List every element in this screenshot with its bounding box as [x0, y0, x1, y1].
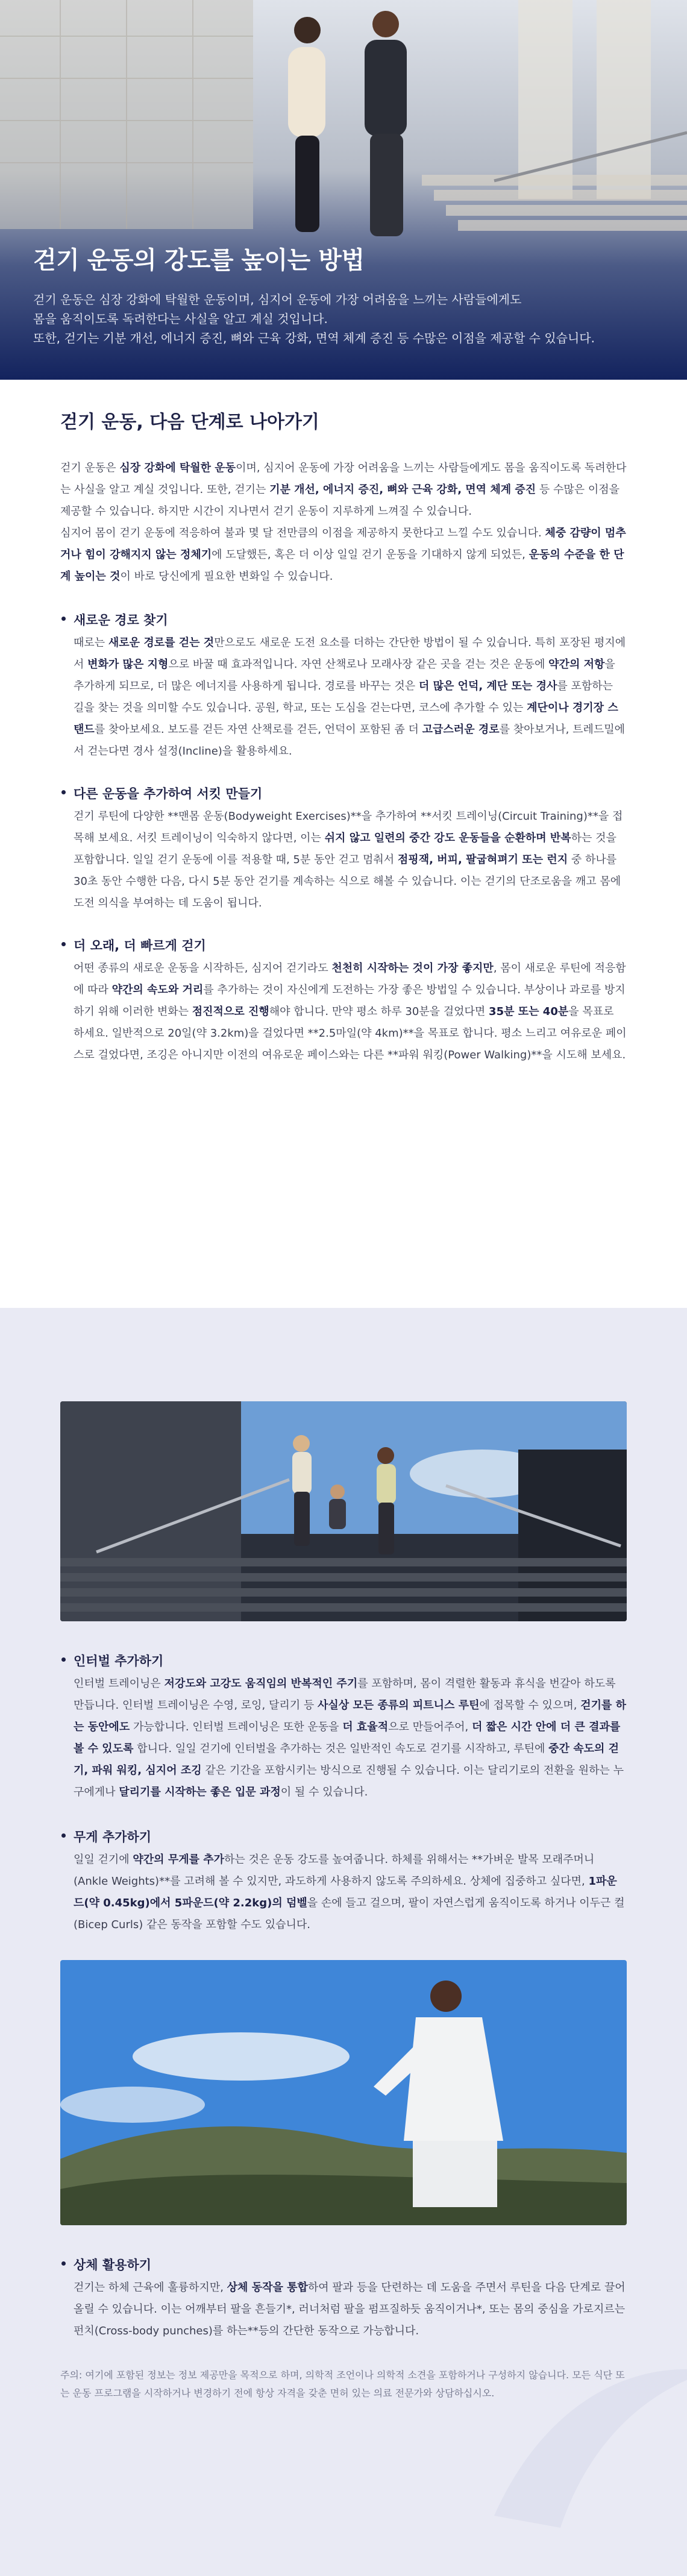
intro-paragraph-1: 걷기 운동은 심장 강화에 탁월한 운동이며, 심지어 운동에 가장 어려움을 느끼는 사람들에게도 몸을 움직이도록 독려한다는 사실을 알고 계실 것입니다. 또한, 걷기는 기분 개선, 에너지 증진, 뼈와 근육 강화, 면역 체계 증진 등 수많은 이점을 제공할 수 있습니다. 하지만 시간이 지나면서 걷기 운동이 지루하게 느껴질 수 있습니다. — [60, 462, 627, 518]
list-item — [60, 2255, 627, 2342]
list-item — [60, 611, 627, 762]
more-tips-section — [0, 1308, 687, 2576]
hero-desc-line-3: 또한, 걷기는 기분 개선, 에너지 증진, 뼈와 근육 강화, 면역 체계 증진 등 수많은 이점을 제공할 수 있습니다. — [33, 331, 595, 345]
tip-title: 더 오래, 더 빠르게 걷기 — [60, 936, 627, 954]
list-item — [60, 784, 627, 914]
tip-title: 상체 활용하기 — [60, 2255, 627, 2273]
tip-title: 새로운 경로 찾기 — [60, 611, 627, 629]
hero-description — [33, 290, 660, 348]
hero-banner — [0, 0, 687, 380]
list-item — [60, 936, 627, 1066]
tip-body: 인터벌 트레이닝은 저강도와 고강도 움직임의 반복적인 주기를 포함하며, 몸이 격렬한 활동과 휴식을 번갈아 하도록 만듭니다. 인터벌 트레이닝은 수영, 로잉, 달리기 등 사실상 모든 종류의 피트니스 루틴에 접목할 수 있으며, 걷기를 하는 동안에도 가능합니다. 인터벌 트레이닝은 또한 운동을 더 효율적으로 만들어주어, 더 짧은 시간 안에 더 큰 결과를 볼 수 있도록 합니다. 일일 걷기에 인터벌을 추가하는 것은 일반적인 속도로 걷기를 시작하고, 루틴에 중간 속도의 걷기, 파워 워킹, 심지어 조깅 같은 기간을 포함시키는 방식으로 진행될 수 있습니다. 이는 달리기로의 전환을 원하는 누구에게나 달리기를 시작하는 좋은 입문 과정이 될 수 있습니다. — [74, 1677, 627, 1798]
list-item — [60, 1651, 627, 1803]
tip-body: 걷기는 하체 근육에 훌륭하지만, 상체 동작을 통합하여 팔과 등을 단련하는 데 도움을 주면서 루틴을 다음 단계로 끌어올릴 수 있습니다. 이는 어깨부터 팔을 흔들기*, 러너처럼 팔을 펌프질하듯 움직이거나*, 또는 몸의 중심을 가로지르는 펀치(Cross-body punches)를 하는**등의 간단한 동작으로 가능합니다. — [74, 2281, 626, 2337]
hero-text — [33, 241, 660, 348]
tip-title: 다른 운동을 추가하여 서킷 만들기 — [60, 784, 627, 802]
walker-right — [365, 11, 407, 236]
tips-list-1 — [60, 611, 627, 1066]
tip-title: 인터벌 추가하기 — [60, 1651, 627, 1670]
hero-desc-line-1: 걷기 운동은 심장 강화에 탁월한 운동이며, 심지어 운동에 가장 어려움을 느끼는 사람들에게도 — [33, 292, 522, 307]
tip-body: 어떤 종류의 새로운 운동을 시작하든, 심지어 걷기라도 천천히 시작하는 것이 가장 좋지만, 몸이 새로운 루틴에 적응함에 따라 약간의 속도와 거리를 추가하는 것이 자신에게 도전하는 가장 좋은 방법일 수 있습니다. 부상이나 과로를 방지하기 위해 이러한 변화는 점진적으로 진행해야 합니다. 만약 평소 하루 30분을 걸었다면 35분 또는 40분을 목표로 하세요. 일반적으로 20일(약 3.2km)을 걸었다면 **2.5마일(약 4km)**을 목표로 합니다. 평소 느리고 여유로운 페이스로 걸었다면, 조깅은 아니지만 이전의 여유로운 페이스와는 다른 **파워 워킹(Power Walking)**을 시도해 보세요. — [74, 962, 627, 1061]
brand-watermark-icon — [470, 2335, 687, 2540]
tip-title: 무게 추가하기 — [60, 1827, 627, 1846]
list-item — [60, 1827, 627, 1936]
disclaimer-note: 주의: 여기에 포함된 정보는 정보 제공만을 목적으로 하며, 의학적 조언이나 의학적 소견을 포함하거나 구성하지 않습니다. 모든 식단 또는 운동 프로그램을 시작하거나 변경하기 전에 항상 자격을 갖춘 면허 있는 의료 전문가와 상담하십시오. — [60, 2369, 625, 2399]
tip-body: 일일 걷기에 약간의 무게를 추가하는 것은 운동 강도를 높여줍니다. 하체를 위해서는 **가벼운 발목 모래주머니(Ankle Weights)**를 고려해 볼 수 있지만, 과도하게 사용하지 않도록 주의하세요. 상체에 집중하고 싶다면, 1파운드(약 0.45kg)에서 5파운드(약 2.2kg)의 덤벨을 손에 들고 걸으며, 팔이 자연스럽게 움직이도록 하거나 이두근 컬(Bicep Curls) 같은 동작을 포함할 수도 있습니다. — [74, 1853, 625, 1931]
runner-photo — [60, 1960, 627, 2225]
intro-section — [0, 380, 687, 1308]
intro-paragraph-2: 심지어 몸이 걷기 운동에 적응하여 불과 몇 달 전만큼의 이점을 제공하지 못한다고 느낄 수도 있습니다. 체중 감량이 멈추거나 힘이 강해지지 않는 정체기에 도달했든, 혹은 더 이상 일일 걷기 운동을 기대하지 않게 되었든, 운동의 수준을 한 단계 높이는 것이 바로 당신에게 필요한 변화일 수 있습니다. — [60, 527, 626, 583]
tips-list-2 — [60, 1651, 627, 2342]
hero-desc-line-2: 몸을 움직이도록 독려한다는 사실을 알고 계실 것입니다. — [33, 312, 328, 326]
section-title: 걷기 운동, 다음 단계로 나아가기 — [60, 412, 319, 433]
hero-title: 걷기 운동의 강도를 높이는 방법 — [33, 247, 365, 274]
tip-body: 때로는 새로운 경로를 걷는 것만으로도 새로운 도전 요소를 더하는 간단한 방법이 될 수 있습니다. 특히 포장된 평지에서 변화가 많은 지형으로 바꿀 때 효과적입니다. 자연 산책로나 모래사장 같은 곳을 걷는 것은 운동에 약간의 저항을 추가하게 되므로, 더 많은 에너지를 사용하게 됩니다. 경로를 바꾸는 것은 더 많은 언덕, 계단 또는 경사를 포함하는 길을 찾는 것을 의미할 수도 있습니다. 공원, 학교, 또는 도심을 걷는다면, 코스에 추가할 수 있는 계단이나 경기장 스탠드를 찾아보세요. 보도를 걷든 자연 산책로를 걷든, 언덕이 포함된 좀 더 고급스러운 경로를 찾아보거나, 트레드밀에서 걷는다면 경사 설정(Incline)을 활용하세요. — [74, 636, 626, 758]
stairs-photo — [60, 1401, 627, 1621]
tip-body: 걷기 루틴에 다양한 **맨몸 운동(Bodyweight Exercises)**을 추가하여 **서킷 트레이닝(Circuit Training)**을 접목해 보세요. 서킷 트레이닝이 익숙하지 않다면, 이는 쉬지 않고 일련의 중간 강도 운동들을 순환하며 반복하는 것을 포함합니다. 일일 걷기 운동에 이를 적용할 때, 5분 동안 걷고 멈춰서 점핑잭, 버피, 팔굽혀펴기 또는 런지 중 하나를 30초 동안 수행한 다음, 다시 5분 동안 걷기를 계속하는 식으로 해볼 수 있습니다. 이는 걷기의 단조로움을 깨고 몸에 도전 의식을 부여하는 데 도움이 됩니다. — [74, 810, 623, 909]
